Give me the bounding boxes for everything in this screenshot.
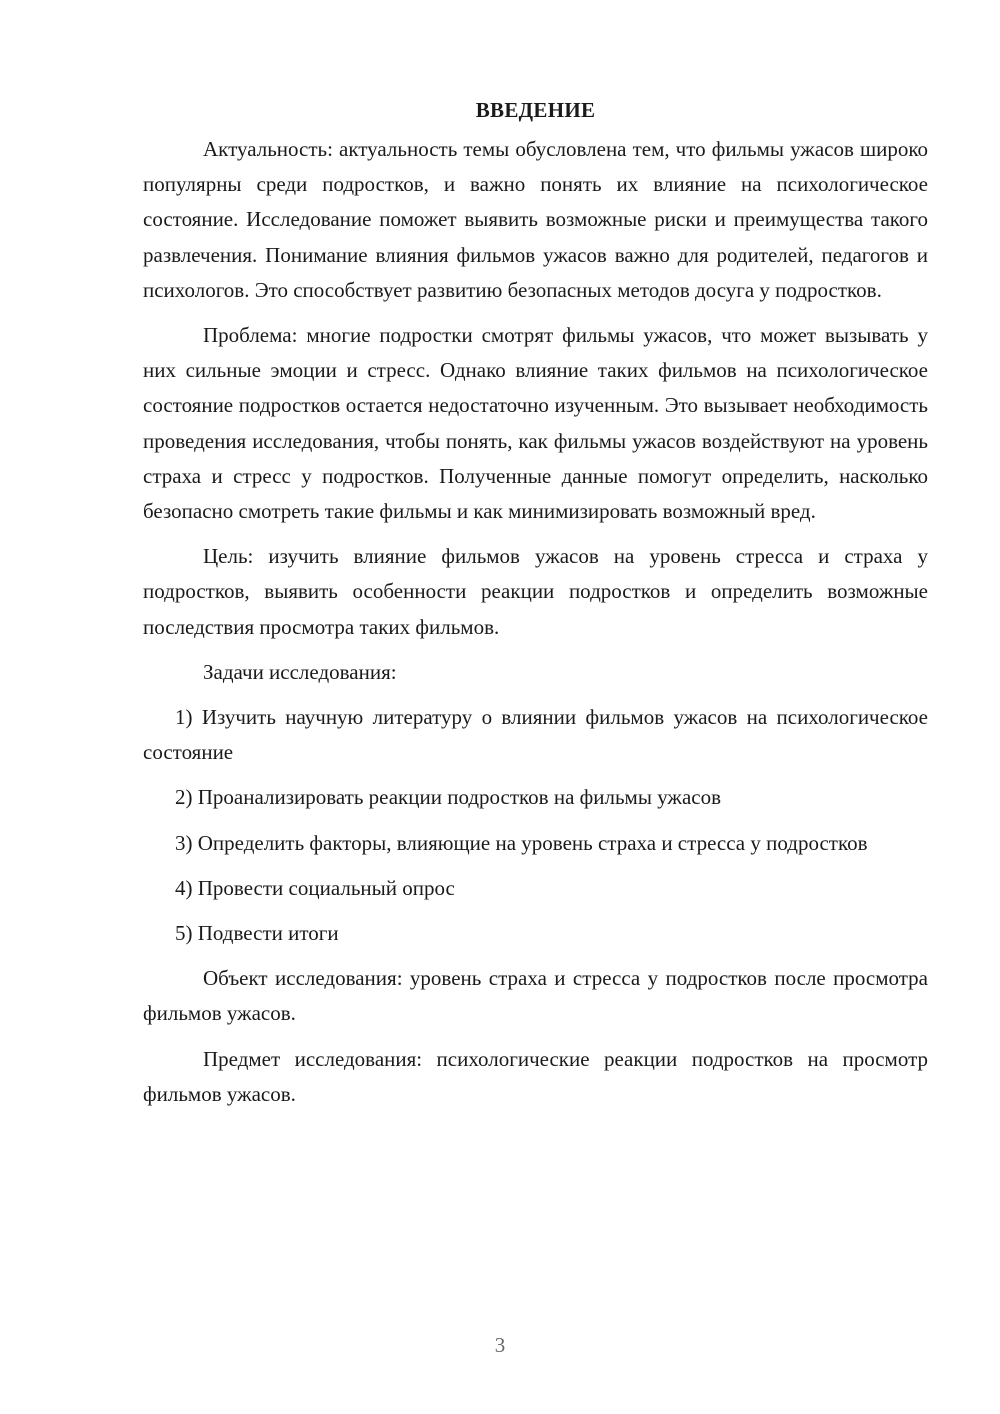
goal-paragraph: Цель: изучить влияние фильмов ужасов на уровень стресса и страха у подростков, выявить особенности реакции подростков и определить возможные последствия просмотра таких фильмов. bbox=[143, 544, 928, 639]
tasks-heading: Задачи исследования: bbox=[203, 659, 397, 684]
task-item-5: 5) Подвести итоги bbox=[175, 921, 339, 946]
task-item-4: 4) Провести социальный опрос bbox=[175, 875, 455, 900]
object-paragraph: Объект исследования: уровень страха и стресса у подростков после просмотра фильмов ужасов. bbox=[143, 966, 928, 1026]
task-item-1: 1) Изучить научную литературу о влиянии фильмов ужасов на психологическое состояние bbox=[143, 705, 928, 765]
task-item-2: 2) Проанализировать реакции подростков на фильмы ужасов bbox=[175, 785, 721, 810]
page-number: 3 bbox=[494, 1333, 506, 1357]
subject-paragraph: Предмет исследования: психологические реакции подростков на просмотр фильмов ужасов. bbox=[143, 1046, 928, 1106]
document-page bbox=[143, 93, 928, 1122]
page-title: ВВЕДЕНИЕ bbox=[475, 98, 596, 122]
relevance-paragraph: Актуальность: актуальность темы обусловлена тем, что фильмы ужасов широко популярны среди подростков, и важно понять их влияние на психологическое состояние. Исследование поможет выявить возможные риски и преимущества такого развлечения. Понимание влияния фильмов ужасов важно для родителей, педагогов и психологов. Это способствует развитию безопасных методов досуга у подростков. bbox=[143, 137, 928, 302]
task-item-3: 3) Определить факторы, влияющие на уровень страха и стресса у подростков bbox=[175, 830, 868, 855]
problem-paragraph: Проблема: многие подростки смотрят фильмы ужасов, что может вызывать у них сильные эмоции и стресс. Однако влияние таких фильмов на психологическое состояние подростков остается недостаточно изученным. Это вызывает необходимость проведения исследования, чтобы понять, как фильмы ужасов воздействуют на уровень страха и стресс у подростков. Полученные данные помогут определить, насколько безопасно смотреть такие фильмы и как минимизировать возможный вред. bbox=[143, 323, 928, 524]
